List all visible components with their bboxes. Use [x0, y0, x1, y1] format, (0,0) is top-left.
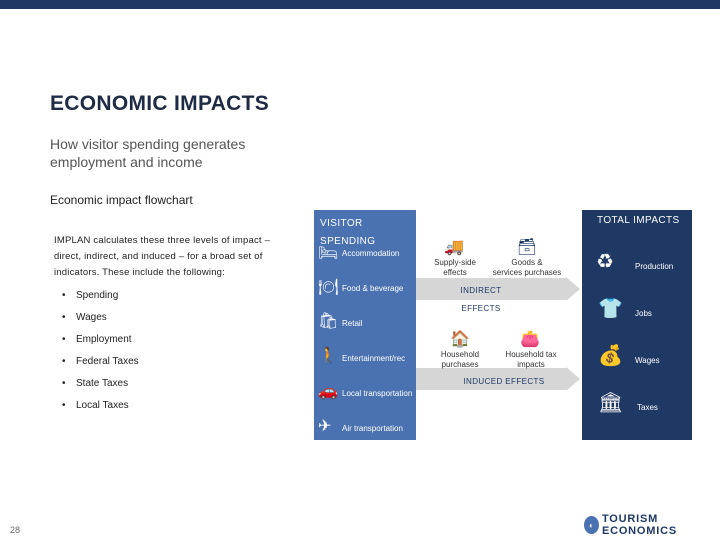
- bullet-item: • Wages: [62, 312, 107, 323]
- visitor-item-label: Food & beverage: [342, 284, 404, 293]
- globe-icon: ◐: [584, 516, 599, 534]
- supply-side-label-2: effects: [443, 268, 467, 277]
- airplane-icon: ✈: [318, 418, 332, 435]
- subtitle-line-1: How visitor spending generates: [50, 136, 246, 152]
- total-item-label: Taxes: [637, 403, 658, 412]
- flowchart-label: Economic impact flowchart: [50, 193, 193, 207]
- visitor-item-label: Accommodation: [342, 249, 400, 258]
- shopping-bag-icon: 🛍: [318, 313, 339, 330]
- logo-text: TOURISM ECONOMICS: [601, 513, 677, 537]
- visitor-item-label: Local transportation: [342, 389, 413, 398]
- page-number: 28: [10, 525, 21, 535]
- induced-label: INDUCED EFFECTS: [463, 377, 545, 386]
- bullet-item: • Spending: [62, 290, 119, 301]
- subtitle-line-2: employment and income: [50, 154, 203, 170]
- visitor-item-label: Air transportation: [342, 424, 403, 433]
- goods-services-label-1: Goods &: [511, 258, 543, 267]
- bullet-item: • State Taxes: [62, 378, 129, 389]
- cash-register-icon: 🗃: [516, 239, 538, 256]
- indirect-label-1: INDIRECT: [460, 286, 502, 295]
- household-tax-label-1: Household tax: [505, 350, 557, 359]
- intro-line-2: direct, indirect, and induced – for a broad set of: [54, 251, 263, 262]
- household-purchases-label-2: purchases: [441, 360, 479, 369]
- bullet-item: • Local Taxes: [62, 400, 129, 411]
- building-icon: 🏛: [598, 392, 624, 414]
- indirect-arrow-head: [566, 277, 580, 301]
- visitor-label-2: SPENDING: [320, 236, 376, 247]
- tourism-economics-logo: [584, 515, 714, 535]
- household-purchases-label-1: Household: [440, 350, 480, 359]
- total-item-label: Wages: [635, 356, 660, 365]
- truck-icon: 🚚: [444, 239, 464, 256]
- goods-services-label-2: services purchases: [492, 268, 562, 277]
- supply-side-label-1: Supply-side: [434, 258, 476, 267]
- visitor-item-label: Retail: [342, 319, 363, 328]
- total-item-label: Production: [635, 262, 674, 271]
- top-bar: [0, 0, 720, 9]
- fork-plate-icon: 🍽: [318, 279, 339, 296]
- intro-line-3: indicators. These include the following:: [54, 267, 226, 278]
- household-tax-label-2: impacts: [517, 360, 545, 369]
- total-item-label: Jobs: [635, 309, 652, 318]
- intro-line-1: IMPLAN calculates these three levels of impact –: [54, 235, 271, 246]
- shirt-icon: 👕: [598, 298, 623, 320]
- person-hiking-icon: 🚶: [318, 348, 338, 365]
- wallet-icon: 👛: [520, 331, 540, 348]
- bullet-item: • Federal Taxes: [62, 356, 139, 367]
- house-money-icon: 🏠: [450, 331, 470, 348]
- car-icon: 🚗: [318, 383, 338, 400]
- induced-arrow-head: [566, 367, 580, 391]
- total-impacts-label: TOTAL IMPACTS: [597, 215, 680, 226]
- recycle-icon: ♻: [596, 251, 614, 273]
- visitor-item-label: Entertainment/rec: [342, 354, 406, 363]
- visitor-label-1: VISITOR: [320, 218, 363, 229]
- bullet-item: • Employment: [62, 334, 132, 345]
- money-bag-icon: 💰: [598, 345, 623, 367]
- bed-icon: 🛏: [318, 245, 339, 262]
- indirect-label-2: EFFECTS: [461, 304, 501, 313]
- page-title: ECONOMIC IMPACTS: [50, 92, 270, 115]
